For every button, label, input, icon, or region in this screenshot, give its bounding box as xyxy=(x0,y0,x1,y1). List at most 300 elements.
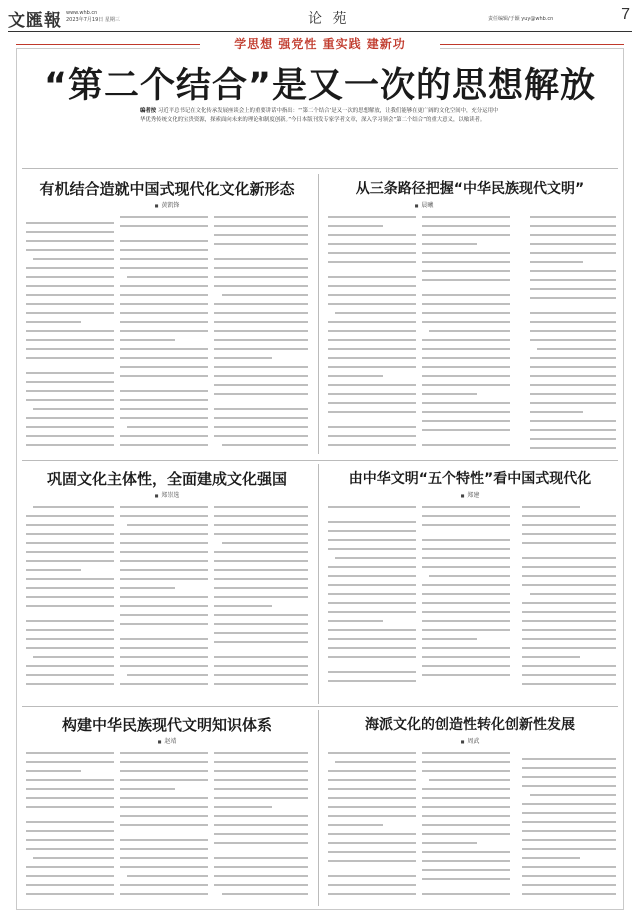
text-line xyxy=(120,236,208,242)
text-line xyxy=(127,272,208,278)
text-line xyxy=(120,317,208,323)
text-line xyxy=(522,835,616,841)
divider xyxy=(22,706,618,707)
text-line xyxy=(26,793,114,799)
article-text-column xyxy=(26,502,114,698)
text-line xyxy=(328,371,383,377)
editor-info: 责任编辑/于颖 yuy@whb.cn xyxy=(488,16,554,22)
text-line xyxy=(522,553,616,559)
editor-note xyxy=(140,107,500,125)
text-line xyxy=(26,218,114,224)
masthead xyxy=(8,6,632,32)
masthead-rule xyxy=(8,31,632,32)
text-line xyxy=(422,847,510,853)
text-line xyxy=(522,889,616,895)
text-line xyxy=(26,670,114,676)
text-line xyxy=(214,565,308,571)
text-line xyxy=(328,748,416,754)
text-line xyxy=(214,556,308,562)
text-line xyxy=(26,826,114,832)
text-line xyxy=(522,826,616,832)
editor-note-text: 习近平总书记在文化传承发展座谈会上的重要讲话中指出：“‘第二个结合’是又一次的思想解放，让我们能够在更广阔的文化空间中，充分运用中华优秀传统文化的宝贵资源，探索面向未来的理论和制度创新。”今日本版刊发专家学者文章，深入学习领会“第二个结合”的重大意义，以飨读者。 xyxy=(140,108,499,123)
text-line xyxy=(120,511,208,517)
text-line xyxy=(328,793,416,799)
text-line xyxy=(530,416,616,422)
text-line xyxy=(120,889,208,895)
text-line xyxy=(26,844,114,850)
text-line xyxy=(214,652,308,658)
text-line xyxy=(328,335,416,341)
slogan-band xyxy=(0,34,640,56)
text-line xyxy=(429,775,510,781)
text-line xyxy=(26,431,114,437)
text-line xyxy=(328,889,416,895)
text-line xyxy=(214,775,308,781)
text-line xyxy=(120,748,208,754)
text-line xyxy=(214,583,308,589)
text-line xyxy=(328,517,416,523)
text-line xyxy=(33,853,114,859)
text-line xyxy=(127,670,208,676)
text-line xyxy=(26,272,114,278)
text-line xyxy=(328,766,416,772)
text-line xyxy=(522,652,580,658)
text-line xyxy=(422,275,510,281)
text-line xyxy=(120,619,208,625)
text-line xyxy=(328,871,416,877)
text-line xyxy=(120,661,208,667)
article-title: 构建中华民族现代文明知识体系 xyxy=(61,716,272,734)
text-line xyxy=(120,281,208,287)
text-line xyxy=(422,607,510,613)
text-line xyxy=(26,422,114,428)
text-line xyxy=(214,757,308,763)
text-line xyxy=(422,811,510,817)
text-line xyxy=(26,529,114,535)
text-line xyxy=(214,880,308,886)
text-line xyxy=(214,413,308,419)
text-line xyxy=(328,625,416,631)
text-line xyxy=(328,422,416,428)
text-line xyxy=(537,344,616,350)
text-line xyxy=(328,838,416,844)
text-line xyxy=(26,592,114,598)
text-line xyxy=(530,293,616,299)
text-line xyxy=(422,670,510,676)
text-line xyxy=(214,263,308,269)
column-divider xyxy=(318,174,319,454)
text-line xyxy=(328,829,416,835)
text-line xyxy=(522,844,616,850)
text-line xyxy=(26,386,114,392)
text-line xyxy=(120,529,208,535)
text-line xyxy=(328,440,416,446)
text-line xyxy=(120,371,208,377)
text-line xyxy=(522,571,616,577)
text-line xyxy=(422,874,510,880)
divider xyxy=(22,460,618,461)
text-line xyxy=(429,326,510,332)
text-line xyxy=(222,440,308,446)
text-line xyxy=(120,583,175,589)
text-line xyxy=(120,335,175,341)
text-line xyxy=(328,775,416,781)
text-line xyxy=(328,299,416,305)
text-line xyxy=(530,443,616,449)
text-line xyxy=(530,353,616,359)
text-line xyxy=(214,221,308,227)
text-line xyxy=(422,389,477,395)
text-line xyxy=(328,380,416,386)
text-line xyxy=(530,380,616,386)
text-line xyxy=(530,248,616,254)
article-text-column xyxy=(214,212,308,456)
text-line xyxy=(429,571,510,577)
newspaper-logo: 文匯報 xyxy=(8,11,62,31)
text-line xyxy=(26,413,114,419)
text-line xyxy=(328,535,416,541)
text-line xyxy=(328,344,416,350)
text-line xyxy=(214,317,308,323)
text-line xyxy=(422,562,510,568)
text-line xyxy=(328,221,383,227)
text-line xyxy=(120,502,208,508)
text-line xyxy=(214,511,308,517)
article-byline: ■ 郑建 xyxy=(324,490,616,499)
text-line xyxy=(422,598,510,604)
text-line xyxy=(422,425,510,431)
text-line xyxy=(26,556,114,562)
editor-note-tag: 编者按 xyxy=(140,108,157,114)
text-line xyxy=(214,610,308,616)
text-line xyxy=(522,679,616,685)
text-line xyxy=(120,853,208,859)
text-line xyxy=(522,616,616,622)
text-line xyxy=(422,257,510,263)
text-line xyxy=(214,380,308,386)
text-line xyxy=(214,529,308,535)
text-line xyxy=(328,880,416,886)
text-line xyxy=(328,398,416,404)
article-text-column xyxy=(214,502,308,698)
text-line xyxy=(328,502,416,508)
text-line xyxy=(522,562,616,568)
article-text-column xyxy=(422,748,510,906)
text-line xyxy=(26,817,114,823)
text-line xyxy=(522,607,616,613)
text-line xyxy=(214,628,308,634)
text-line xyxy=(120,652,208,658)
article-text-column xyxy=(328,748,416,906)
text-line xyxy=(26,784,114,790)
text-line xyxy=(26,757,114,763)
text-line xyxy=(530,284,616,290)
text-line xyxy=(328,326,416,332)
site-url[interactable]: www.whb.cn xyxy=(66,10,98,16)
text-line xyxy=(214,239,308,245)
text-line xyxy=(26,565,81,571)
text-line xyxy=(26,679,114,685)
text-line xyxy=(328,598,416,604)
text-line xyxy=(120,326,208,332)
text-line xyxy=(120,862,208,868)
text-line xyxy=(214,670,308,676)
text-line xyxy=(33,404,114,410)
text-line xyxy=(422,380,510,386)
text-line xyxy=(530,257,583,263)
text-line xyxy=(214,344,308,350)
text-line xyxy=(522,634,616,640)
text-line xyxy=(422,784,510,790)
text-line xyxy=(222,538,308,544)
text-line xyxy=(328,847,416,853)
text-line xyxy=(214,520,308,526)
text-line xyxy=(26,661,114,667)
article-text-column xyxy=(120,212,208,456)
text-line xyxy=(26,440,114,446)
text-line xyxy=(422,362,510,368)
article-text-column xyxy=(26,212,114,456)
text-line xyxy=(522,520,616,526)
text-line xyxy=(120,538,208,544)
text-line xyxy=(120,431,208,437)
text-line xyxy=(328,811,416,817)
text-line xyxy=(120,547,208,553)
article-title: 由中华文明“五个特性”看中国式现代化 xyxy=(348,471,592,487)
text-line xyxy=(120,793,208,799)
text-line xyxy=(522,799,616,805)
text-line xyxy=(522,529,616,535)
article-text-column xyxy=(530,212,616,456)
text-line xyxy=(120,245,208,251)
article-text-column xyxy=(26,748,114,906)
text-line xyxy=(214,353,272,359)
text-line xyxy=(328,389,416,395)
text-line xyxy=(33,502,114,508)
text-line xyxy=(422,553,510,559)
text-line xyxy=(26,335,114,341)
text-line xyxy=(120,820,208,826)
text-line xyxy=(335,757,416,763)
text-line xyxy=(328,212,416,218)
text-line xyxy=(328,431,416,437)
text-line xyxy=(522,880,616,886)
text-line xyxy=(120,574,208,580)
text-line xyxy=(328,589,416,595)
text-line xyxy=(120,362,208,368)
text-line xyxy=(214,326,308,332)
article-text-column xyxy=(328,502,416,698)
page-headline: “第二个结合”是又一次的思想解放 xyxy=(43,66,596,106)
text-line xyxy=(214,404,308,410)
text-line xyxy=(120,775,208,781)
text-line xyxy=(120,263,208,269)
text-line xyxy=(328,544,416,550)
text-line xyxy=(422,317,510,323)
text-line xyxy=(530,266,616,272)
text-line xyxy=(422,865,510,871)
text-line xyxy=(422,212,510,218)
article-text-column xyxy=(214,748,308,906)
text-line xyxy=(522,661,616,667)
text-line xyxy=(522,754,616,760)
text-line xyxy=(120,221,208,227)
text-line xyxy=(530,398,616,404)
text-line xyxy=(214,862,308,868)
text-line xyxy=(120,344,208,350)
text-line xyxy=(422,266,510,272)
text-line xyxy=(26,281,114,287)
text-line xyxy=(120,757,208,763)
text-line xyxy=(530,362,616,368)
text-line xyxy=(120,353,208,359)
text-line xyxy=(26,368,114,374)
text-line xyxy=(214,422,308,428)
text-line xyxy=(120,440,208,446)
text-line xyxy=(26,511,114,517)
text-line xyxy=(26,227,114,233)
text-line xyxy=(26,395,114,401)
text-line xyxy=(522,598,616,604)
text-line xyxy=(422,230,510,236)
text-line xyxy=(33,652,114,658)
text-line xyxy=(422,398,510,404)
text-line xyxy=(328,784,416,790)
text-line xyxy=(26,547,114,553)
text-line xyxy=(328,652,416,658)
article-text-column xyxy=(422,502,510,698)
article-byline: ■ 黄凯锋 xyxy=(22,200,312,209)
text-line xyxy=(26,290,114,296)
article-text-column xyxy=(422,212,510,456)
article-text-column xyxy=(522,748,616,906)
text-line xyxy=(214,661,308,667)
text-line xyxy=(26,880,114,886)
text-line xyxy=(120,679,208,685)
text-line xyxy=(214,592,308,598)
column-divider xyxy=(318,710,319,906)
text-line xyxy=(422,440,510,446)
text-line xyxy=(214,212,308,218)
article-byline: ■ 郑崇选 xyxy=(22,490,312,499)
article-title: 从三条路径把握“中华民族现代文明” xyxy=(355,181,585,197)
text-line xyxy=(530,239,616,245)
issue-date: 2023年7月19日 星期三 xyxy=(66,17,120,23)
text-line xyxy=(328,667,416,673)
text-line xyxy=(214,829,308,835)
text-line xyxy=(26,236,114,242)
text-line xyxy=(214,502,308,508)
text-line xyxy=(214,335,308,341)
text-line xyxy=(522,808,616,814)
text-line xyxy=(422,290,510,296)
text-line xyxy=(328,526,416,532)
text-line xyxy=(127,422,208,428)
text-line xyxy=(422,802,510,808)
text-line xyxy=(522,871,616,877)
page-number: 7 xyxy=(621,6,630,23)
text-line xyxy=(328,257,416,263)
text-line xyxy=(120,610,208,616)
text-line xyxy=(530,790,616,796)
text-line xyxy=(214,766,308,772)
text-line xyxy=(422,502,510,508)
text-line xyxy=(26,616,114,622)
text-line xyxy=(328,676,416,682)
text-line xyxy=(328,362,416,368)
text-line xyxy=(530,434,616,440)
text-line xyxy=(120,634,208,640)
text-line xyxy=(214,784,308,790)
text-line xyxy=(328,802,416,808)
text-line xyxy=(26,775,114,781)
text-line xyxy=(328,353,416,359)
text-line xyxy=(530,275,616,281)
text-line xyxy=(522,580,616,586)
text-line xyxy=(522,853,580,859)
column-divider xyxy=(318,464,319,704)
text-line xyxy=(26,308,114,314)
text-line xyxy=(530,317,616,323)
text-line xyxy=(26,862,114,868)
text-line xyxy=(120,299,208,305)
text-line xyxy=(33,254,114,260)
text-line xyxy=(26,634,114,640)
text-line xyxy=(120,643,208,649)
text-line xyxy=(422,838,477,844)
text-line xyxy=(530,425,616,431)
text-line xyxy=(422,535,510,541)
text-line xyxy=(522,772,616,778)
text-line xyxy=(328,317,416,323)
text-line xyxy=(26,317,81,323)
text-line xyxy=(522,817,616,823)
text-line xyxy=(328,239,416,245)
text-line xyxy=(26,748,114,754)
text-line xyxy=(26,802,114,808)
text-line xyxy=(422,520,510,526)
text-line xyxy=(120,784,175,790)
text-line xyxy=(335,308,416,314)
text-line xyxy=(120,880,208,886)
text-line xyxy=(328,820,383,826)
text-line xyxy=(422,643,510,649)
article-text-column xyxy=(522,502,616,698)
article-byline: ■ 晨曦 xyxy=(324,200,524,209)
issue-info xyxy=(66,10,120,24)
text-line xyxy=(26,643,114,649)
text-line xyxy=(422,652,510,658)
text-line xyxy=(214,838,308,844)
text-line xyxy=(26,889,114,895)
text-line xyxy=(120,592,208,598)
text-line xyxy=(530,230,616,236)
text-line xyxy=(120,556,208,562)
text-line xyxy=(328,856,416,862)
text-line xyxy=(522,502,580,508)
text-line xyxy=(522,625,616,631)
text-line xyxy=(530,212,616,218)
text-line xyxy=(26,377,114,383)
text-line xyxy=(328,407,416,413)
text-line xyxy=(120,212,208,218)
text-line xyxy=(120,404,208,410)
article-byline: ■ 赵靖 xyxy=(22,736,312,745)
text-line xyxy=(26,766,81,772)
text-line xyxy=(422,661,510,667)
text-line xyxy=(120,844,208,850)
text-line xyxy=(26,520,114,526)
